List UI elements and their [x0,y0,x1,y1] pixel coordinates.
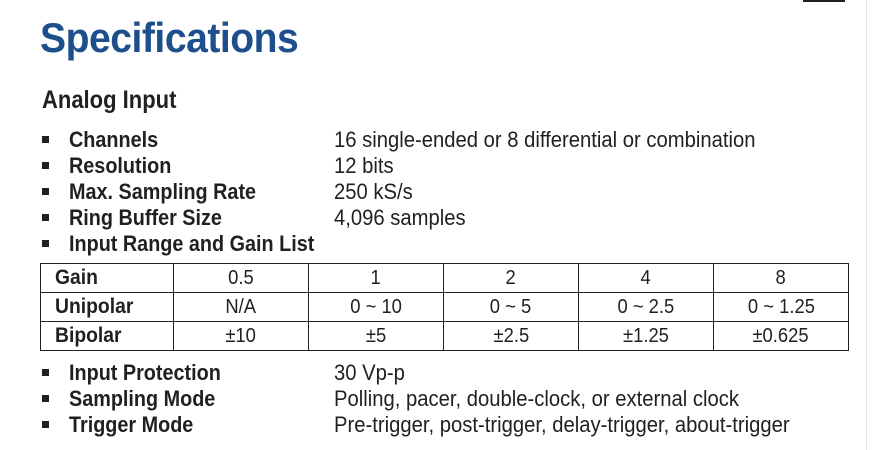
spec-item-trigger-mode [42,412,842,438]
table-header-cell: 4 [579,264,714,293]
table-cell: ±2.5 [444,322,579,351]
table-cell: 0 ~ 5 [444,293,579,322]
spec-value: 16 single-ended or 8 differential or combination [334,127,756,152]
bullet-icon [42,395,49,402]
bullet-icon [42,240,49,247]
spec-label: Channels [69,127,159,152]
table-header-cell: 1 [309,264,444,293]
spec-item-channels [42,127,842,153]
spec-value: 250 kS/s [334,179,413,204]
table-header-cell: 2 [444,264,579,293]
table-cell: N/A [174,293,309,322]
gain-table [40,263,849,351]
spec-value: Pre-trigger, post-trigger, delay-trigger, about-trigger [334,412,790,437]
spec-label: Resolution [69,153,172,178]
spec-label: Trigger Mode [69,412,194,437]
spec-value: 30 Vp-p [334,360,405,385]
spec-label: Max. Sampling Rate [69,179,257,204]
table-cell: ±10 [174,322,309,351]
spec-label: Input Range and Gain List [69,231,315,256]
page-edge-rule [866,0,867,450]
table-cell: 0 ~ 1.25 [714,293,849,322]
bullet-icon [42,162,49,169]
table-cell: ±5 [309,322,444,351]
section-title: Analog Input [42,86,177,114]
spec-value: 4,096 samples [334,205,466,230]
table-header-row [41,264,849,293]
bullet-icon [42,188,49,195]
spec-item-max-sampling-rate [42,179,842,205]
table-row [41,322,849,351]
page-title: Specifications [40,14,299,61]
spec-item-sampling-mode [42,386,842,412]
table-cell: ±0.625 [714,322,849,351]
spec-label: Ring Buffer Size [69,205,222,230]
table-row-head: Bipolar [41,322,174,351]
top-rule [803,0,845,2]
table-row [41,293,849,322]
bullet-icon [42,421,49,428]
table-row-head: Unipolar [41,293,174,322]
table-header-cell: Gain [41,264,174,293]
bullet-icon [42,136,49,143]
spec-label: Input Protection [69,360,221,385]
table-header-cell: 0.5 [174,264,309,293]
spec-value: 12 bits [334,153,394,178]
bullet-icon [42,214,49,221]
spec-item-resolution [42,153,842,179]
spec-item-input-range-gain-list [42,231,842,257]
table-cell: ±1.25 [579,322,714,351]
spec-label: Sampling Mode [69,386,216,411]
table-cell: 0 ~ 10 [309,293,444,322]
bullet-icon [42,369,49,376]
spec-item-ring-buffer-size [42,205,842,231]
table-header-cell: 8 [714,264,849,293]
spec-item-input-protection [42,360,842,386]
spec-value: Polling, pacer, double-clock, or external clock [334,386,740,411]
table-cell: 0 ~ 2.5 [579,293,714,322]
